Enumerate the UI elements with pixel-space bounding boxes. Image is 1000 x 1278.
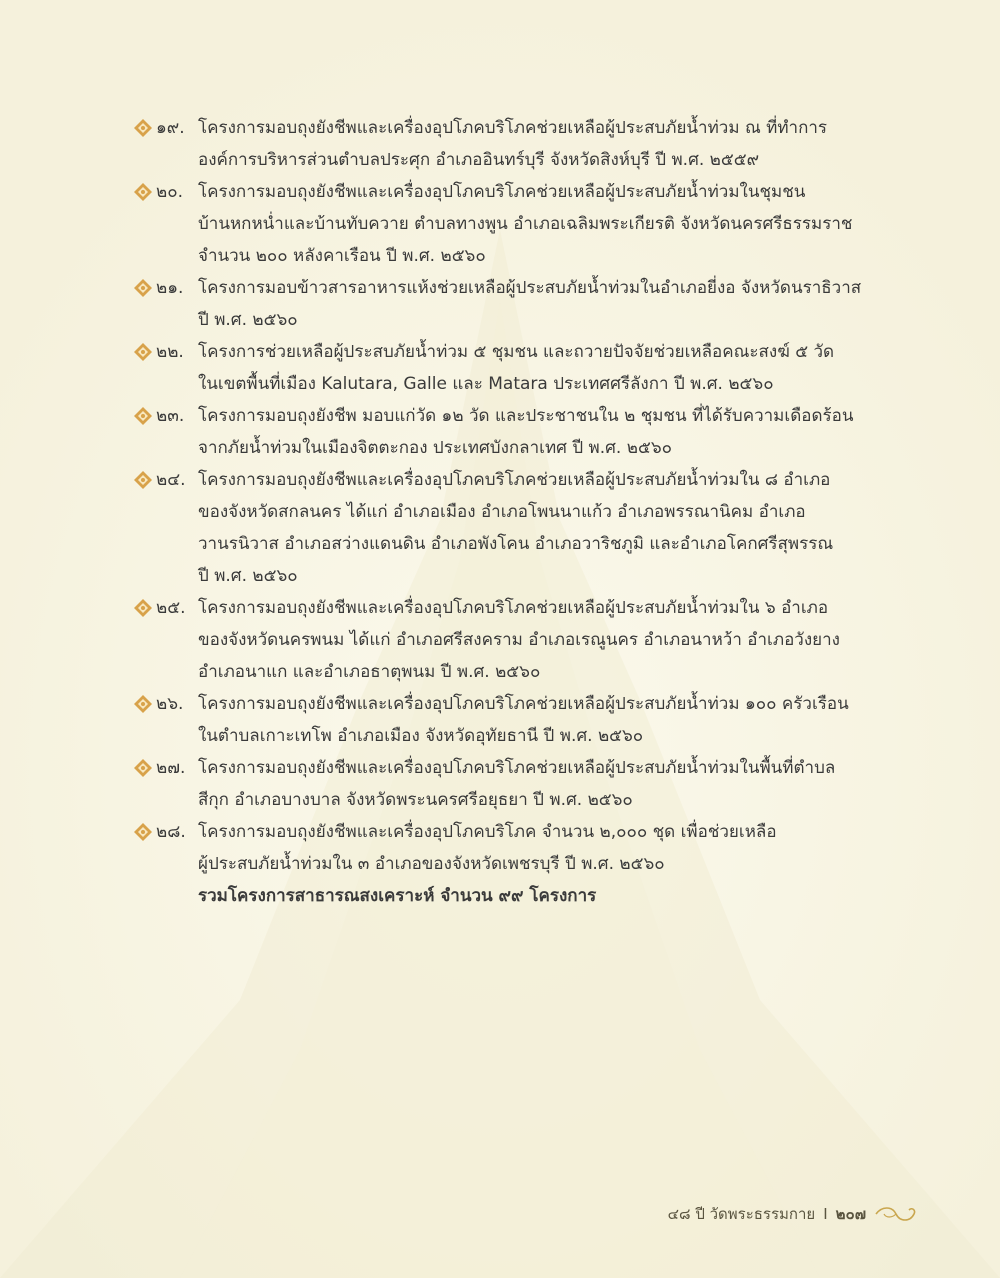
- list-item: [134, 336, 870, 400]
- diamond-bullet-icon: [134, 823, 152, 841]
- list-item: [134, 176, 870, 272]
- item-line: ผู้ประสบภัยน้ำท่วมใน ๓ อำเภอของจังหวัดเพชรบุรี ปี พ.ศ. ๒๕๖๐: [198, 854, 665, 874]
- item-text: [198, 464, 870, 592]
- item-number: ๒๗.: [156, 758, 186, 778]
- item-line: สีกุก อำเภอบางบาล จังหวัดพระนครศรีอยุธยา ปี พ.ศ. ๒๕๖๐: [198, 790, 633, 810]
- list-item: [134, 272, 870, 336]
- list-item: [134, 112, 870, 176]
- list-item: [134, 688, 870, 752]
- item-line: จำนวน ๒๐๐ หลังคาเรือน ปี พ.ศ. ๒๕๖๐: [198, 246, 486, 266]
- item-line: วานรนิวาส อำเภอสว่างแดนดิน อำเภอพังโคน อำเภอวาริชภูมิ และอำเภอโคกศรีสุพรรณ: [198, 534, 834, 554]
- item-number: ๒๔.: [156, 470, 186, 490]
- item-text: [198, 592, 870, 688]
- footer-separator: I: [823, 1205, 828, 1223]
- diamond-bullet-icon: [134, 407, 152, 425]
- item-line: โครงการมอบถุงยังชีพและเครื่องอุปโภคบริโภคช่วยเหลือผู้ประสบภัยน้ำท่วม ๑๐๐ ครัวเรือน: [198, 694, 849, 714]
- item-line: บ้านหกหน่ำและบ้านทับควาย ตำบลทางพูน อำเภอเฉลิมพระเกียรติ จังหวัดนครศรีธรรมราช: [198, 214, 853, 234]
- list-item: [134, 592, 870, 688]
- page-number: ๒๐๗: [835, 1205, 866, 1223]
- item-text: [198, 816, 870, 880]
- item-text: [198, 272, 870, 336]
- diamond-bullet-icon: [134, 119, 152, 137]
- list-item: [134, 816, 870, 880]
- book-title: ๔๘ ปี วัดพระธรรมกาย: [667, 1205, 816, 1223]
- item-line: ปี พ.ศ. ๒๕๖๐: [198, 310, 298, 330]
- item-number: ๒๖.: [156, 694, 184, 714]
- item-line: ในเขตพื้นที่เมือง Kalutara, Galle และ Matara ประเทศศรีลังกา ปี พ.ศ. ๒๕๖๐: [198, 374, 774, 394]
- item-line: โครงการมอบถุงยังชีพและเครื่องอุปโภคบริโภคช่วยเหลือผู้ประสบภัยน้ำท่วม ณ ที่ทำการ: [198, 118, 828, 138]
- diamond-bullet-icon: [134, 759, 152, 777]
- item-line: โครงการมอบถุงยังชีพและเครื่องอุปโภคบริโภคช่วยเหลือผู้ประสบภัยน้ำท่วมในชุมชน: [198, 182, 806, 202]
- item-line: ปี พ.ศ. ๒๕๖๐: [198, 566, 298, 586]
- item-number: ๒๓.: [156, 406, 185, 426]
- item-text: [198, 176, 870, 272]
- item-text: [198, 400, 870, 464]
- project-list: [134, 112, 870, 912]
- diamond-bullet-icon: [134, 343, 152, 361]
- item-number: ๒๘.: [156, 822, 186, 842]
- item-line: ของจังหวัดสกลนคร ได้แก่ อำเภอเมือง อำเภอโพนนาแก้ว อำเภอพรรณานิคม อำเภอ: [198, 502, 806, 522]
- item-text: [198, 112, 870, 176]
- item-number: ๒๐.: [156, 182, 183, 202]
- list-item: [134, 400, 870, 464]
- item-text: [198, 688, 870, 752]
- ornament-swirl-icon: [874, 1204, 918, 1224]
- item-text: [198, 752, 870, 816]
- diamond-bullet-icon: [134, 471, 152, 489]
- diamond-bullet-icon: [134, 279, 152, 297]
- item-line: โครงการมอบถุงยังชีพและเครื่องอุปโภคบริโภค จำนวน ๒,๐๐๐ ชุด เพื่อช่วยเหลือ: [198, 822, 777, 842]
- item-text: [198, 336, 870, 400]
- list-item: [134, 464, 870, 592]
- item-number: ๒๕.: [156, 598, 186, 618]
- item-line: องค์การบริหารส่วนตำบลประศุก อำเภออินทร์บุรี จังหวัดสิงห์บุรี ปี พ.ศ. ๒๕๕๙: [198, 150, 760, 170]
- item-number: ๑๙.: [156, 118, 185, 138]
- item-line: โครงการมอบถุงยังชีพและเครื่องอุปโภคบริโภคช่วยเหลือผู้ประสบภัยน้ำท่วมในพื้นที่ตำบล: [198, 758, 836, 778]
- item-number: ๒๑.: [156, 278, 184, 298]
- item-line: โครงการมอบถุงยังชีพ มอบแก่วัด ๑๒ วัด และประชาชนใน ๒ ชุมชน ที่ได้รับความเดือดร้อน: [198, 406, 854, 426]
- item-line: ของจังหวัดนครพนม ได้แก่ อำเภอศรีสงคราม อำเภอเรณูนคร อำเภอนาหว้า อำเภอวังยาง: [198, 630, 840, 650]
- diamond-bullet-icon: [134, 695, 152, 713]
- item-line: โครงการมอบข้าวสารอาหารแห้งช่วยเหลือผู้ประสบภัยน้ำท่วมในอำเภอยี่งอ จังหวัดนราธิวาส: [198, 278, 862, 298]
- item-line: ในตำบลเกาะเทโพ อำเภอเมือง จังหวัดอุทัยธานี ปี พ.ศ. ๒๕๖๐: [198, 726, 644, 746]
- item-line: โครงการมอบถุงยังชีพและเครื่องอุปโภคบริโภคช่วยเหลือผู้ประสบภัยน้ำท่วมใน ๘ อำเภอ: [198, 470, 831, 490]
- item-line: จากภัยน้ำท่วมในเมืองจิตตะกอง ประเทศบังกลาเทศ ปี พ.ศ. ๒๕๖๐: [198, 438, 672, 458]
- item-line: โครงการช่วยเหลือผู้ประสบภัยน้ำท่วม ๕ ชุมชน และถวายปัจจัยช่วยเหลือคณะสงฆ์ ๕ วัด: [198, 342, 835, 362]
- diamond-bullet-icon: [134, 183, 152, 201]
- summary-total: รวมโครงการสาธารณสงเคราะห์ จำนวน ๙๙ โครงการ: [198, 886, 597, 906]
- item-number: ๒๒.: [156, 342, 184, 362]
- list-item: [134, 752, 870, 816]
- item-line: โครงการมอบถุงยังชีพและเครื่องอุปโภคบริโภคช่วยเหลือผู้ประสบภัยน้ำท่วมใน ๖ อำเภอ: [198, 598, 829, 618]
- page-footer: [668, 1202, 918, 1226]
- diamond-bullet-icon: [134, 599, 152, 617]
- item-line: อำเภอนาแก และอำเภอธาตุพนม ปี พ.ศ. ๒๕๖๐: [198, 662, 541, 682]
